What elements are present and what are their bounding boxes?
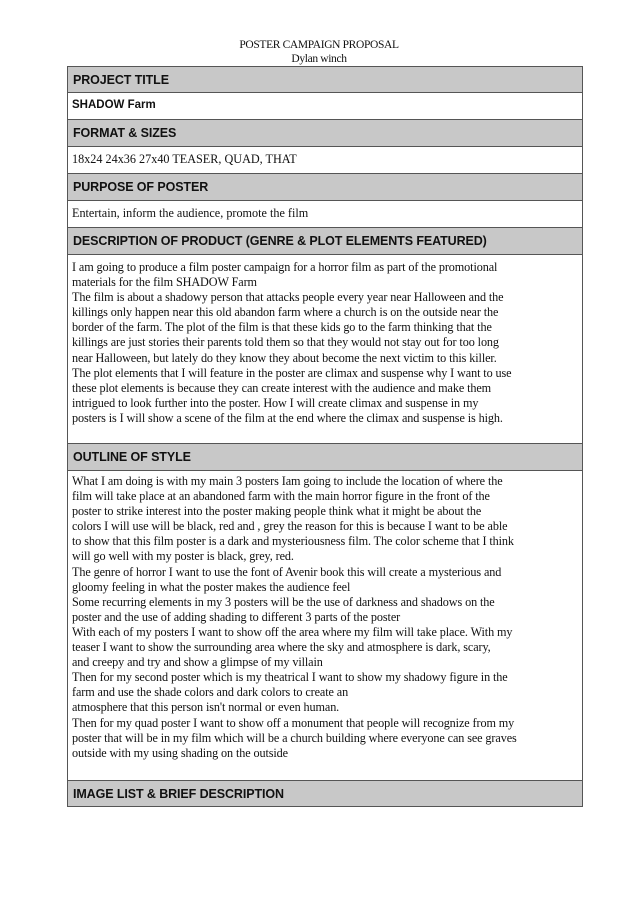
document-title: POSTER CAMPAIGN PROPOSAL [239, 39, 399, 51]
outline-line: outside with my using shading on the outside [72, 745, 288, 760]
format-sizes-heading: FORMAT & SIZES [68, 120, 582, 147]
outline-line: poster and the use of adding shading to different 3 parts of the poster [72, 609, 401, 624]
outline-line: will go well with my poster is black, grey, red. [72, 549, 294, 564]
description-line: killings only happen near this old abandon farm where a church is on the outside near the [72, 305, 499, 320]
description-line: posters is I will show a scene of the film at the end where the climax and suspense is high. [72, 410, 503, 425]
image-list-heading: IMAGE LIST & BRIEF DESCRIPTION [68, 781, 582, 806]
proposal-form [67, 66, 583, 807]
outline-line: gloomy feeling in what the poster makes the audience feel [72, 579, 351, 594]
project-title-value: SHADOW Farm [68, 93, 582, 120]
description-line: I am going to produce a film poster campaign for a horror film as part of the promotional [72, 260, 498, 274]
description-line: materials for the film SHADOW Farm [72, 275, 257, 290]
description-line: border of the farm. The plot of the film is that these kids go to the farm thinking that the [72, 320, 492, 335]
outline-text [72, 474, 578, 761]
description-line: killings are just stories their parents told them so that they would not stay out for too long [72, 335, 499, 350]
outline-line: poster to strike interest into the poster making people think what it might be about the [72, 504, 482, 519]
document-author: Dylan winch [291, 52, 347, 65]
purpose-heading: PURPOSE OF POSTER [68, 174, 582, 201]
outline-line: poster that will be in my film which will be a church building where everyone can see graves [72, 730, 517, 745]
outline-line: farm and use the shade colors and dark colors to create an [72, 685, 349, 700]
outline-line: film will take place at an abandoned farm with the main horror figure in the front of the [72, 489, 490, 504]
outline-line: Some recurring elements in my 3 posters will be the use of darkness and shadows on the [72, 594, 495, 609]
description-heading: DESCRIPTION OF PRODUCT (GENRE & PLOT ELEMENTS FEATURED) [68, 228, 582, 255]
outline-line: With each of my posters I want to show off the area where my film will take place. With my [72, 624, 513, 639]
outline-line: and creepy and try and show a glimpse of my villain [72, 655, 323, 670]
description-line: intrigued to look further into the poster. How I will create climax and suspense in my [72, 395, 479, 410]
purpose-value: Entertain, inform the audience, promote the film [68, 201, 582, 228]
description-line: near Halloween, but lately do they know they about become the next victim to this killer. [72, 350, 497, 365]
description-text [72, 260, 578, 426]
outline-line: atmosphere that this person isn't normal or even human. [72, 700, 340, 715]
outline-line: What I am doing is with my main 3 posters Iam going to include the location of where the [72, 474, 503, 488]
outline-line: colors I will use will be black, red and , grey the reason for this is because I want to be able [72, 519, 508, 534]
outline-line: teaser I want to show the surrounding area where the sky and atmosphere is dark, scary, [72, 640, 491, 655]
outline-line: to show that this film poster is a dark and mysteriousness film. The color scheme that I think [72, 534, 514, 549]
project-title-heading: PROJECT TITLE [68, 67, 582, 93]
description-line: The film is about a shadowy person that attacks people every year near Halloween and the [72, 290, 504, 305]
outline-line: The genre of horror I want to use the font of Avenir book this will create a mysterious and [72, 564, 502, 579]
description-body [68, 255, 582, 444]
document-header [0, 39, 638, 66]
outline-heading: OUTLINE OF STYLE [68, 444, 582, 471]
description-line: The plot elements that I will feature in the poster are climax and suspense why I want to use [72, 365, 512, 380]
outline-line: Then for my second poster which is my theatrical I want to show my shadowy figure in the [72, 670, 508, 685]
description-line: these plot elements is because they can create interest with the audience and make them [72, 380, 492, 395]
format-sizes-value: 18x24 24x36 27x40 TEASER, QUAD, THAT [68, 147, 582, 174]
outline-line: Then for my quad poster I want to show off a monument that people will recognize from my [72, 715, 515, 730]
outline-body [68, 471, 582, 781]
